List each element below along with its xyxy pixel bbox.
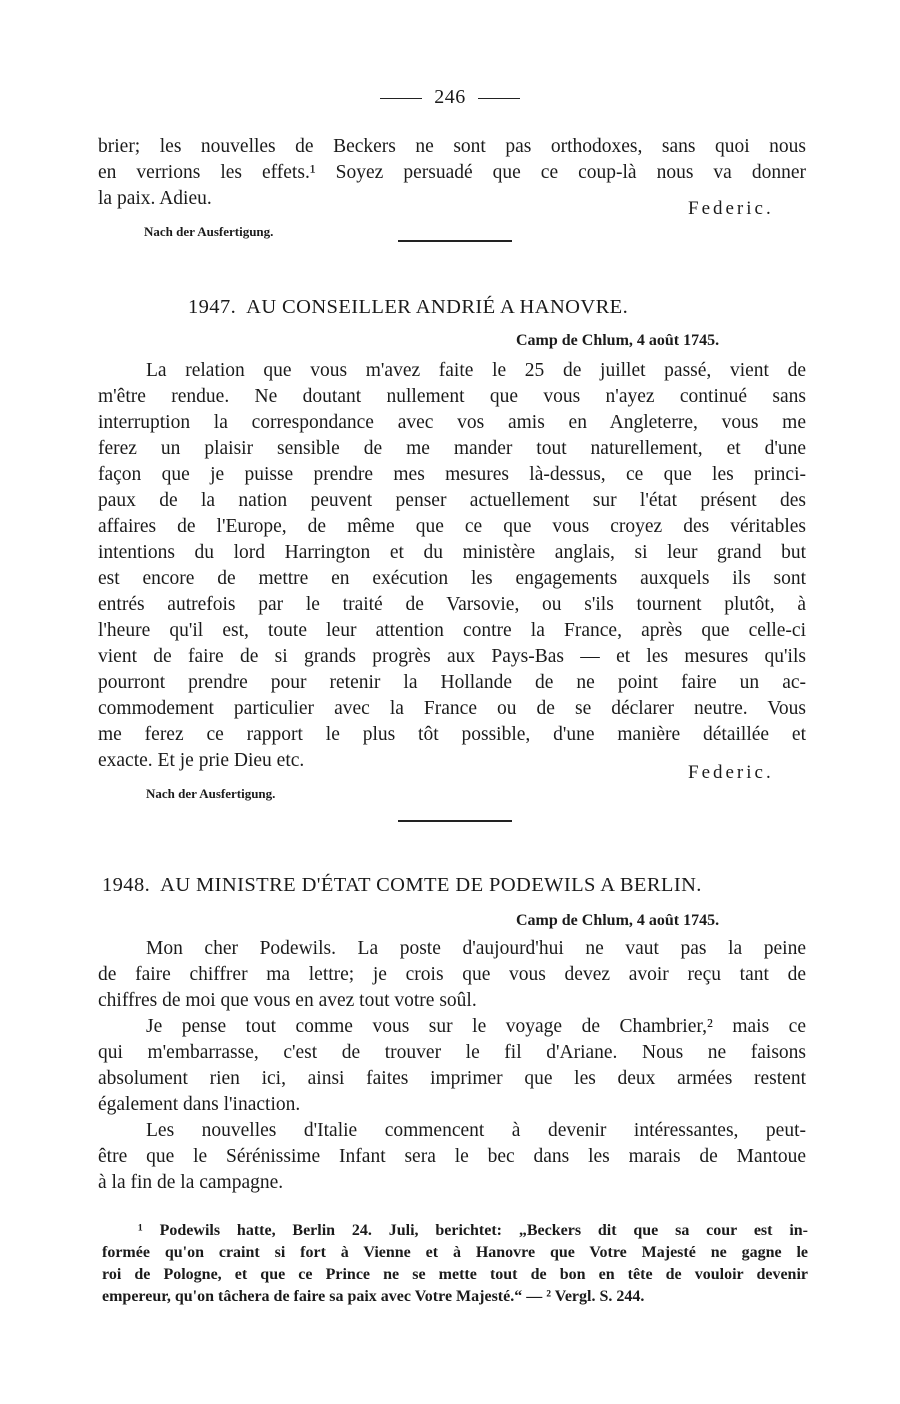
- page-number: 246: [434, 86, 466, 108]
- text-line: commodement particulier avec la France ou de se déclarer neutre. Vous: [98, 698, 806, 719]
- letter-heading: [188, 296, 628, 319]
- text-line: l'heure qu'il est, toute leur attention contre la France, après que celle-ci: [98, 620, 806, 641]
- text-line: vient de faire de si grands progrès aux Pays-Bas — et les mesures qu'ils: [98, 646, 806, 667]
- text-line: façon que je puisse prendre mes mesures là-dessus, ce que les princi-: [98, 464, 806, 485]
- text-line: Je pense tout comme vous sur le voyage de Chambrier,² mais ce: [146, 1016, 806, 1037]
- text-line: brier; les nouvelles de Beckers ne sont pas orthodoxes, sans quoi nous: [98, 136, 806, 157]
- footnote-line: roi de Pologne, et que ce Prince ne se mette tout de bon en tête de vouloir devenir: [102, 1266, 808, 1283]
- letter-body: [98, 358, 806, 774]
- footnote-line: empereur, qu'on tâchera de faire sa paix avec Votre Majesté.“ — ² Vergl. S. 244.: [102, 1288, 645, 1305]
- text-line: me ferez ce rapport le plus tôt possible, d'une manière détaillée et: [98, 724, 806, 745]
- letter-number: 1948.: [102, 874, 151, 896]
- letter-title: AU CONSEILLER ANDRIÉ A HANOVRE.: [246, 296, 629, 318]
- text-line: est encore de mettre en exécution les engagements auxquels ils sont: [98, 568, 806, 589]
- text-line: entrés autrefois par le traité de Varsovie, ou s'ils tournent plutôt, à: [98, 594, 806, 615]
- text-line: La relation que vous m'avez faite le 25 de juillet passé, vient de: [146, 360, 806, 381]
- letter-number: 1947.: [188, 296, 237, 318]
- source-note: Nach der Ausfertigung.: [146, 786, 276, 801]
- text-line: interruption la correspondance avec vos amis en Angleterre, vous me: [98, 412, 806, 433]
- dateline: Camp de Chlum, 4 août 1745.: [516, 332, 720, 349]
- text-line: m'être rendue. Ne doutant nullement que vous n'ayez continué sans: [98, 386, 806, 407]
- text-line: de faire chiffrer ma lettre; je crois que vous devez avoir reçu tant de: [98, 964, 806, 985]
- text-line: être que le Sérénissime Infant sera le bec dans les marais de Mantoue: [98, 1146, 806, 1167]
- letter-heading: [102, 874, 702, 897]
- text-line: qui m'embarrasse, c'est de trouver le fil d'Ariane. Nous ne faisons: [98, 1042, 806, 1063]
- source-note: Nach der Ausfertigung.: [144, 224, 274, 239]
- section-rule: [398, 240, 512, 242]
- text-line: chiffres de moi que vous en avez tout votre soûl.: [98, 990, 477, 1011]
- page-header: [0, 86, 900, 109]
- section-rule: [398, 820, 512, 822]
- letter-title: AU MINISTRE D'ÉTAT COMTE DE PODEWILS A BERLIN.: [160, 874, 702, 896]
- footnotes: [102, 1220, 808, 1308]
- text-line: affaires de l'Europe, de même que ce que vous croyez des véritables: [98, 516, 806, 537]
- text-line: absolument rien ici, ainsi faites imprimer que les deux armées restent: [98, 1068, 806, 1089]
- text-line: Les nouvelles d'Italie commencent à devenir intéressantes, peut-: [146, 1120, 806, 1141]
- text-line: pourront prendre pour retenir la Hollande de ne point faire un ac-: [98, 672, 806, 693]
- signature: Federic.: [688, 762, 774, 783]
- text-line: la paix. Adieu.: [98, 188, 212, 209]
- dateline: Camp de Chlum, 4 août 1745.: [516, 912, 720, 929]
- text-line: paux de la nation peuvent penser actuellement sur l'état présent des: [98, 490, 806, 511]
- signature: Federic.: [688, 198, 774, 219]
- text-line: intentions du lord Harrington et du ministère anglais, si leur grand but: [98, 542, 806, 563]
- text-line: également dans l'inaction.: [98, 1094, 301, 1115]
- header-dash-left: [380, 98, 422, 99]
- text-line: en verrions les effets.¹ Soyez persuadé que ce coup-là nous va donner: [98, 162, 806, 183]
- header-dash-right: [478, 98, 520, 99]
- text-line: Mon cher Podewils. La poste d'aujourd'hui ne vaut pas la peine: [146, 938, 806, 959]
- text-line: exacte. Et je prie Dieu etc.: [98, 750, 305, 771]
- letter-body: [98, 936, 806, 1196]
- footnote-line: formée qu'on craint si fort à Vienne et à Hanovre que Votre Majesté ne gagne le: [102, 1244, 808, 1261]
- text-line: à la fin de la campagne.: [98, 1172, 284, 1193]
- text-line: ferez un plaisir sensible de me mander tout naturellement, et d'une: [98, 438, 806, 459]
- footnote-line: ¹ Podewils hatte, Berlin 24. Juli, berichtet: „Beckers dit que sa cour est in-: [138, 1222, 808, 1239]
